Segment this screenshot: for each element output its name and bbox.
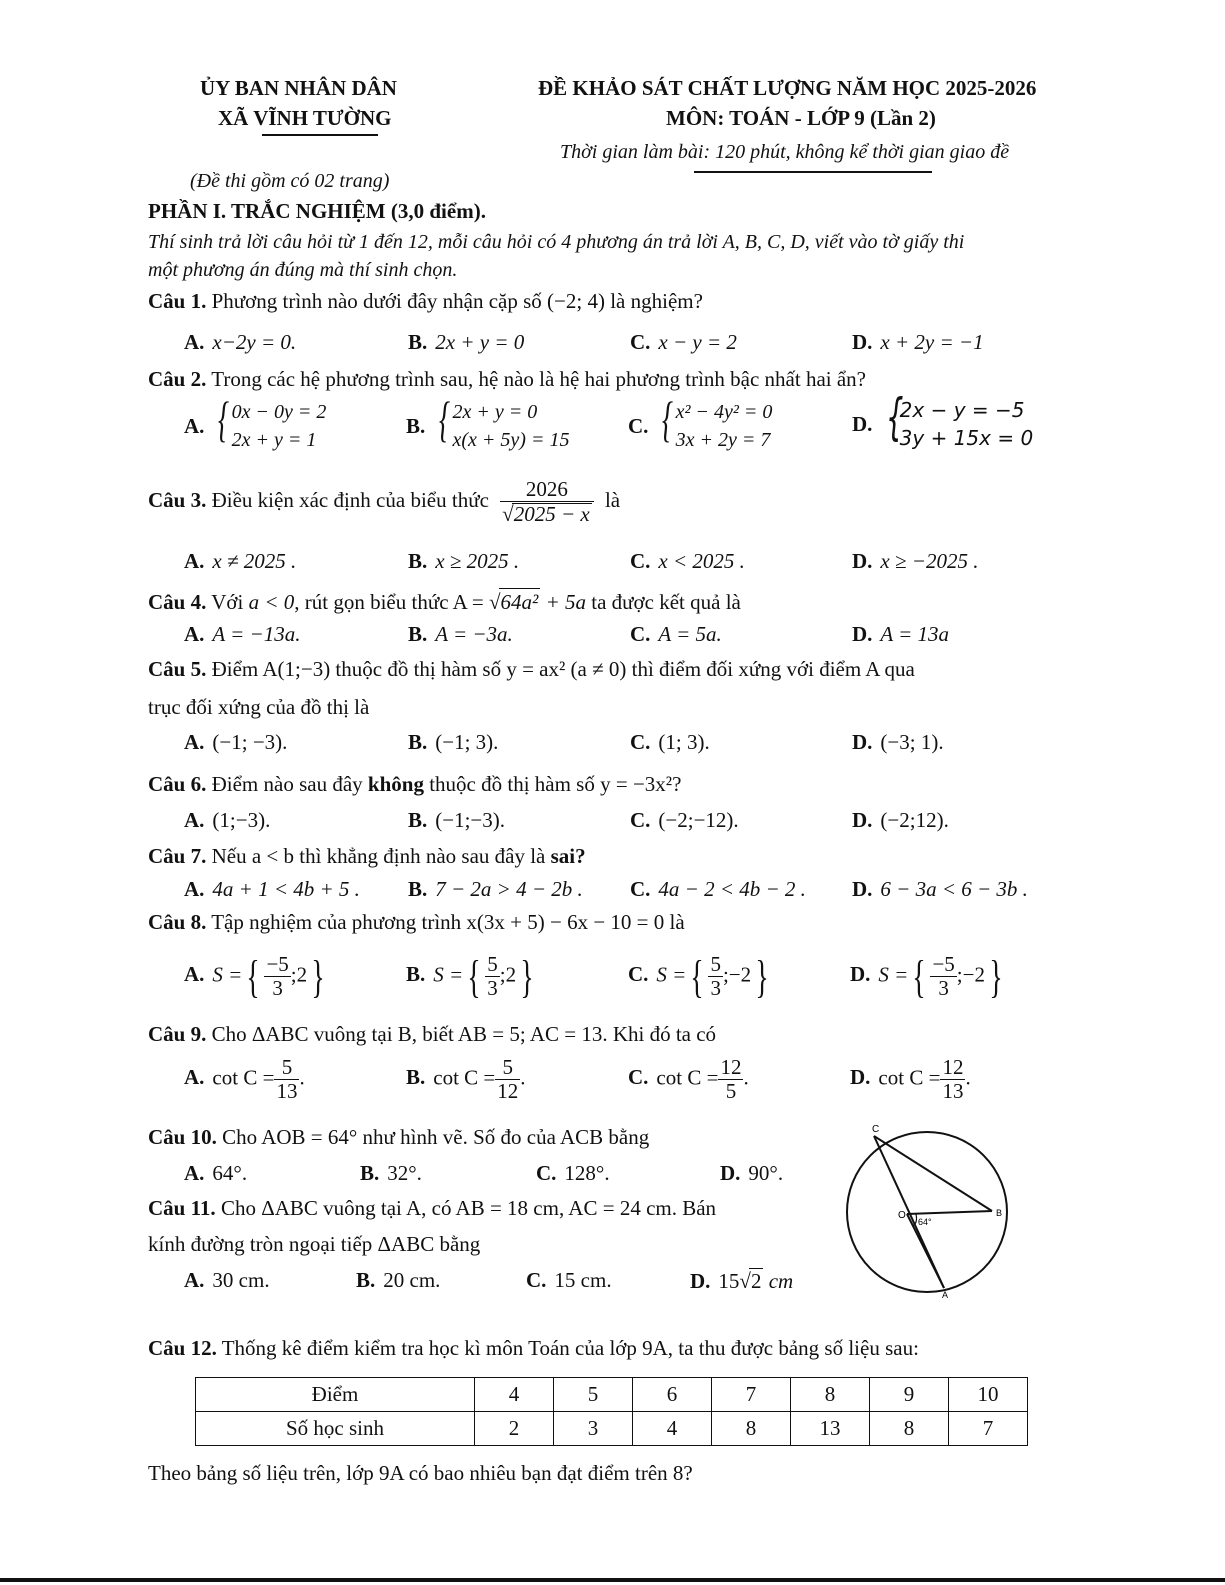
table-cell: 7 bbox=[949, 1412, 1028, 1446]
question-label: Câu 9. bbox=[148, 1022, 207, 1046]
question-11-line-2: kính đường tròn ngoại tiếp ΔABC bằng bbox=[148, 1232, 481, 1256]
q8-option-b: B. S ={ $\frac{5}{3}$ ;2} bbox=[406, 951, 534, 1002]
q1-option-b: B. 2x + y = 0 bbox=[408, 330, 525, 354]
q6-option-c: C. (−2;−12). bbox=[630, 808, 739, 832]
table-cell: 3 bbox=[554, 1412, 633, 1446]
q3-option-b: B. x ≥ 2025 . bbox=[408, 549, 520, 573]
q7-option-c: C. 4a − 2 < 4b − 2 . bbox=[630, 877, 806, 901]
q5-option-a: A. (−1; −3). bbox=[184, 730, 288, 754]
header-left-rule bbox=[262, 134, 378, 136]
q10-option-d: D. 90°. bbox=[720, 1161, 784, 1185]
label-angle: 64° bbox=[918, 1217, 932, 1227]
q3-option-c: C. x < 2025 . bbox=[630, 549, 745, 573]
question-4: Câu 4. Với a < 0, rút gọn biểu thức A = √64a² + 5a ta được kết quả là bbox=[148, 590, 741, 614]
question-1 bbox=[148, 288, 703, 314]
exam-subject: MÔN: TOÁN - LỚP 9 (Lần 2) bbox=[666, 106, 936, 130]
q6-option-a: A. (1;−3). bbox=[184, 808, 271, 832]
q6-option-b: B. (−1;−3). bbox=[408, 808, 506, 832]
q5-option-c: C. (1; 3). bbox=[630, 730, 710, 754]
question-label: Câu 6. bbox=[148, 772, 207, 796]
table-cell: 5 bbox=[554, 1378, 633, 1412]
q9-option-d: D. cot C = $\frac{12}{13}$ . bbox=[850, 1055, 971, 1103]
table-cell: 6 bbox=[633, 1378, 712, 1412]
question-label: Câu 10. bbox=[148, 1125, 217, 1149]
question-8: Câu 8. Tập nghiệm của phương trình x(3x + 5) − 6x − 10 = 0 là bbox=[148, 910, 685, 934]
exam-duration: Thời gian làm bài: 120 phút, không kể thời gian giao đề bbox=[560, 141, 1010, 163]
q7-option-a: A. 4a + 1 < 4b + 5 . bbox=[184, 877, 360, 901]
table-cell: 9 bbox=[870, 1378, 949, 1412]
q10-option-a: A. 64°. bbox=[184, 1161, 248, 1185]
q7-option-b: B. 7 − 2a > 4 − 2b . bbox=[408, 877, 583, 901]
question-label: Câu 5. bbox=[148, 657, 207, 681]
table-cell: 10 bbox=[949, 1378, 1028, 1412]
q1-option-c: C. x − y = 2 bbox=[630, 330, 737, 354]
question-2 bbox=[148, 366, 866, 392]
question-label: Câu 11. bbox=[148, 1196, 216, 1220]
label-c: C bbox=[872, 1124, 880, 1135]
question-label: Câu 4. bbox=[148, 590, 207, 614]
question-text: Trong các hệ phương trình sau, hệ nào là hệ hai phương trình bậc nhất hai ẩn? bbox=[211, 367, 867, 391]
table-cell: 8 bbox=[870, 1412, 949, 1446]
question-text: Điều kiện xác định của biểu thức bbox=[211, 487, 489, 512]
question-7: Câu 7. Nếu a < b thì khẳng định nào sau đây là sai? bbox=[148, 844, 586, 868]
table-row-header: Số học sinh bbox=[196, 1412, 475, 1446]
question-text: Phương trình nào dưới đây nhận cặp số (−2; 4) là nghiệm? bbox=[211, 289, 703, 313]
exam-title: ĐỀ KHẢO SÁT CHẤT LƯỢNG NĂM HỌC 2025-2026 bbox=[538, 76, 1037, 100]
table-cell: 8 bbox=[791, 1378, 870, 1412]
q8-option-c: C. S ={ $\frac{5}{3}$ ;−2} bbox=[628, 951, 769, 1002]
q11-option-b: B. 20 cm. bbox=[356, 1268, 441, 1292]
q10-option-c: C. 128°. bbox=[536, 1161, 610, 1185]
question-9: Câu 9. Cho ΔABC vuông tại B, biết AB = 5; AC = 13. Khi đó ta có bbox=[148, 1022, 717, 1046]
question-12-prompt: Theo bảng số liệu trên, lớp 9A có bao nhiêu bạn đạt điểm trên 8? bbox=[148, 1461, 693, 1485]
table-row bbox=[196, 1378, 1028, 1412]
question-label: Câu 2. bbox=[148, 367, 207, 391]
question-3: Câu 3. Điều kiện xác định của biểu thức $\frac{2026}{√2025 - x}$ là bbox=[148, 477, 621, 526]
table-row-header: Điểm bbox=[196, 1378, 475, 1412]
commune-name: XÃ VĨNH TƯỜNG bbox=[218, 106, 392, 130]
question-label: Câu 3. bbox=[148, 487, 207, 512]
question-label: Câu 7. bbox=[148, 844, 207, 868]
section-title: PHẦN I. TRẮC NGHIỆM (3,0 điểm). bbox=[148, 199, 486, 223]
q4-option-a: A. A = −13a. bbox=[184, 622, 301, 646]
q11-option-c: C. 15 cm. bbox=[526, 1268, 612, 1292]
q9-option-a: A. cot C = $\frac{5}{13}$ . bbox=[184, 1055, 305, 1103]
table-row bbox=[196, 1412, 1028, 1446]
q2-option-d: D. { 2x − y = −5 3y + 15x = 0 bbox=[852, 388, 1034, 450]
q3-fraction: $\frac{2026}{√2025 - x}$ bbox=[500, 478, 594, 526]
q4-option-d: D. A = 13a bbox=[852, 622, 950, 646]
q10-option-b: B. 32°. bbox=[360, 1161, 422, 1185]
label-o: O bbox=[898, 1210, 906, 1221]
q5-option-b: B. (−1; 3). bbox=[408, 730, 499, 754]
q9-option-c: C. cot C = $\frac{12}{5}$ . bbox=[628, 1055, 749, 1103]
q1-option-a: A. x−2y = 0. bbox=[184, 330, 297, 354]
table-cell: 8 bbox=[712, 1412, 791, 1446]
table-cell: 2 bbox=[475, 1412, 554, 1446]
table-cell: 4 bbox=[633, 1412, 712, 1446]
q4-option-c: C. A = 5a. bbox=[630, 622, 722, 646]
question-label: Câu 8. bbox=[148, 910, 207, 934]
page-bottom-border bbox=[0, 1578, 1225, 1582]
q11-option-d: D. 15√2 cm bbox=[690, 1269, 794, 1293]
q3-option-d: D. x ≥ −2025 . bbox=[852, 549, 979, 573]
question-11: Câu 11. Cho ΔABC vuông tại A, có AB = 18 cm, AC = 24 cm. Bán bbox=[148, 1196, 717, 1220]
question-label: Câu 12. bbox=[148, 1336, 217, 1360]
q2-option-b: B. { 2x + y = 0 x(x + 5y) = 15 bbox=[406, 391, 570, 451]
authority-name: ỦY BAN NHÂN DÂN bbox=[200, 76, 397, 100]
question-6: Câu 6. Điểm nào sau đây không thuộc đồ thị hàm số y = −3x²? bbox=[148, 772, 682, 796]
table-cell: 7 bbox=[712, 1378, 791, 1412]
q9-option-b: B. cot C = $\frac{5}{12}$ . bbox=[406, 1055, 526, 1103]
q8-option-d: D. S ={ $\frac{-5}{3}$ ;−2} bbox=[850, 951, 1003, 1002]
question-label: Câu 1. bbox=[148, 289, 207, 313]
circle-figure bbox=[832, 1122, 1022, 1302]
q2-option-c: C. { x² − 4y² = 0 3x + 2y = 7 bbox=[628, 391, 773, 451]
q2-option-a: A. { 0x − 0y = 2 2x + y = 1 bbox=[184, 391, 327, 451]
question-12: Câu 12. Thống kê điểm kiểm tra học kì môn Toán của lớp 9A, ta thu được bảng số liệu sau: bbox=[148, 1336, 919, 1360]
q3-option-a: A. x ≠ 2025 . bbox=[184, 549, 297, 573]
pages-note: (Đề thi gồm có 02 trang) bbox=[190, 170, 390, 192]
question-10: Câu 10. Cho AOB = 64° như hình vẽ. Số đo của ACB bằng bbox=[148, 1125, 650, 1149]
q5-option-d: D. (−3; 1). bbox=[852, 730, 944, 754]
q6-option-d: D. (−2;12). bbox=[852, 808, 949, 832]
header-right-rule bbox=[694, 171, 932, 173]
q11-option-a: A. 30 cm. bbox=[184, 1268, 270, 1292]
section-instruction-2: một phương án đúng mà thí sinh chọn. bbox=[148, 259, 458, 281]
table-cell: 13 bbox=[791, 1412, 870, 1446]
question-5: Câu 5. Điểm A(1;−3) thuộc đồ thị hàm số y = ax² (a ≠ 0) thì điểm đối xứng với điểm A qua bbox=[148, 657, 915, 681]
question-5-line-2: trục đối xứng của đồ thị là bbox=[148, 695, 370, 719]
label-a: A bbox=[942, 1290, 949, 1300]
segment-ob bbox=[907, 1211, 992, 1214]
table-cell: 4 bbox=[475, 1378, 554, 1412]
label-b: B bbox=[996, 1208, 1003, 1218]
q4-option-b: B. A = −3a. bbox=[408, 622, 513, 646]
q8-option-a: A. S ={ $\frac{-5}{3}$ ;2} bbox=[184, 951, 325, 1002]
q1-option-d: D. x + 2y = −1 bbox=[852, 330, 984, 354]
q7-option-d: D. 6 − 3a < 6 − 3b . bbox=[852, 877, 1028, 901]
score-table bbox=[195, 1377, 1028, 1446]
section-instruction-1: Thí sinh trả lời câu hỏi từ 1 đến 12, mỗi câu hỏi có 4 phương án trả lời A, B, C, D, viết vào tờ giấy thi bbox=[148, 231, 965, 253]
